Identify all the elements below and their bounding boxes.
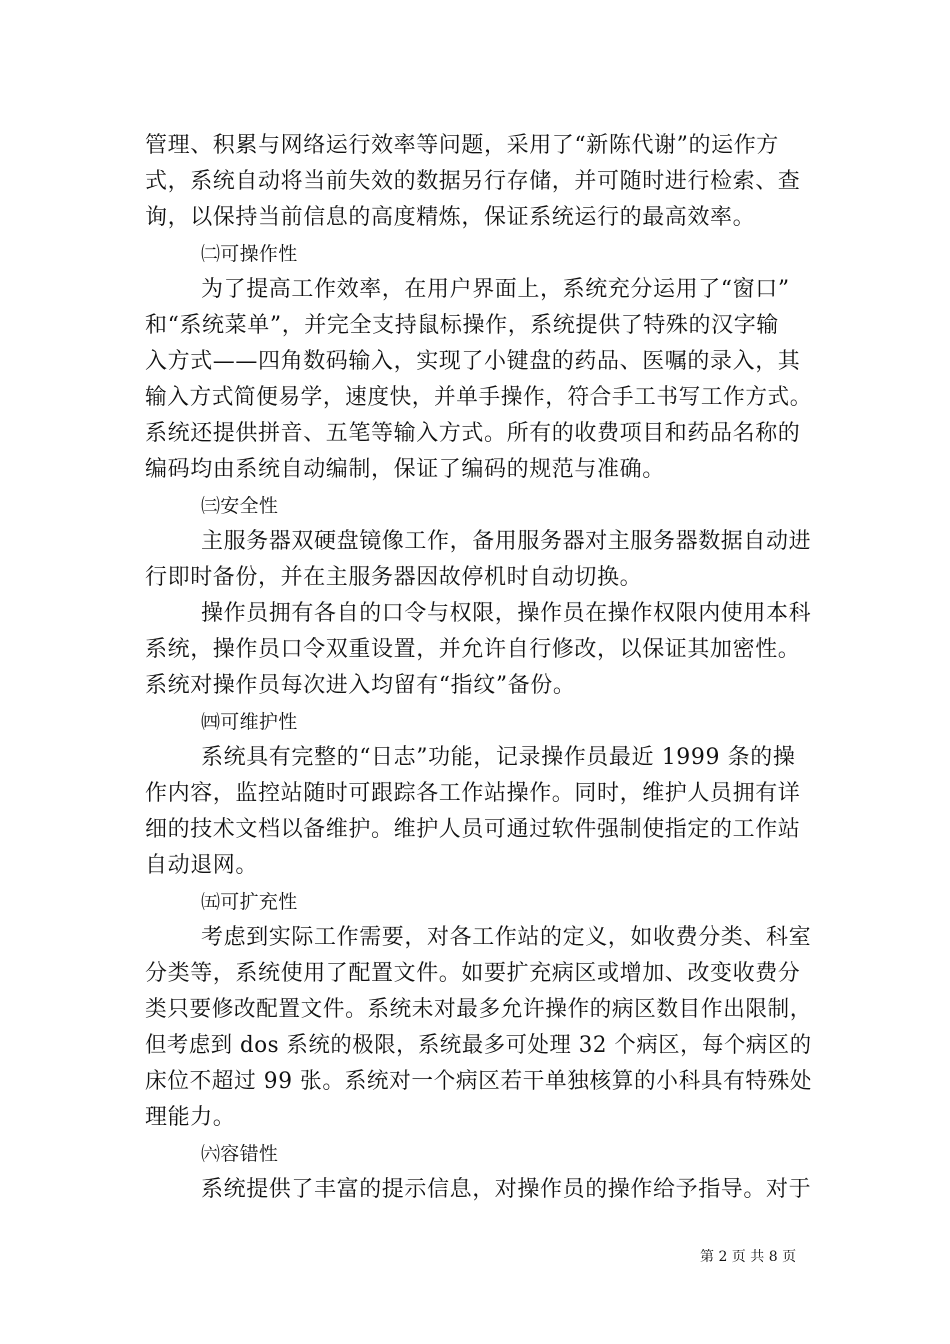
paragraph-line: 理能力。 [145, 1105, 236, 1130]
paragraph-line: 主服务器双硬盘镜像工作，备用服务器对主服务器数据自动进 [201, 529, 812, 554]
paragraph-line: 编码均由系统自动编制，保证了编码的规范与准确。 [145, 457, 665, 482]
paragraph-line: 类只要修改配置文件。系统未对最多允许操作的病区数目作出限制， [145, 997, 813, 1022]
paragraph-line: 系统，操作员口令双重设置，并允许自行修改，以保证其加密性。 [145, 637, 801, 662]
paragraph-line: 式，系统自动将当前失效的数据另行存储，并可随时进行检索、查 [145, 169, 801, 194]
paragraph-line: 自动退网。 [145, 853, 259, 878]
paragraph-line: 和“系统菜单”，并完全支持鼠标操作，系统提供了特殊的汉字输 [145, 313, 779, 338]
paragraph-line: 系统具有完整的“日志”功能，记录操作员最近 1999 条的操 [201, 745, 796, 770]
paragraph-line: 系统还提供拼音、五笔等输入方式。所有的收费项目和药品名称的 [145, 421, 801, 446]
paragraph-line: 输入方式简便易学，速度快，并单手操作，符合手工书写工作方式。 [145, 385, 813, 410]
paragraph-line: 床位不超过 99 张。系统对一个病区若干单独核算的小科具有特殊处 [145, 1069, 813, 1094]
paragraph-line: 作内容，监控站随时可跟踪各工作站操作。同时，维护人员拥有详 [145, 781, 801, 806]
paragraph-line: 为了提高工作效率，在用户界面上，系统充分运用了“窗口” [201, 277, 790, 302]
section-heading-security: ㈢安全性 [201, 495, 279, 517]
paragraph-line: 分类等，系统使用了配置文件。如要扩充病区或增加、改变收费分 [145, 961, 801, 986]
paragraph-line: 细的技术文档以备维护。维护人员可通过软件强制使指定的工作站 [145, 817, 801, 842]
section-heading-extensibility: ㈤可扩充性 [201, 891, 298, 913]
section-heading-fault-tolerance: ㈥容错性 [201, 1143, 279, 1165]
paragraph-line: 考虑到实际工作需要，对各工作站的定义，如收费分类、科室 [201, 925, 812, 950]
paragraph-line: 系统对操作员每次进入均留有“指纹”备份。 [145, 673, 576, 698]
paragraph-line: 询，以保持当前信息的高度精炼，保证系统运行的最高效率。 [145, 205, 756, 230]
paragraph-line: 系统提供了丰富的提示信息，对操作员的操作给予指导。对于 [201, 1177, 812, 1202]
section-heading-maintainability: ㈣可维护性 [201, 711, 298, 733]
paragraph-line: 操作员拥有各自的口令与权限，操作员在操作权限内使用本科 [201, 601, 812, 626]
paragraph-line: 管理、积累与网络运行效率等问题，采用了“新陈代谢”的运作方 [145, 133, 779, 158]
page-number: 第 2 页 共 8 页 [700, 1249, 797, 1265]
paragraph-line: 但考虑到 dos 系统的极限，系统最多可处理 32 个病区，每个病区的 [145, 1033, 812, 1058]
paragraph-line: 行即时备份，并在主服务器因故停机时自动切换。 [145, 565, 643, 590]
section-heading-operability: ㈡可操作性 [201, 243, 298, 265]
paragraph-line: 入方式——四角数码输入，实现了小键盘的药品、医嘱的录入，其 [145, 349, 801, 374]
